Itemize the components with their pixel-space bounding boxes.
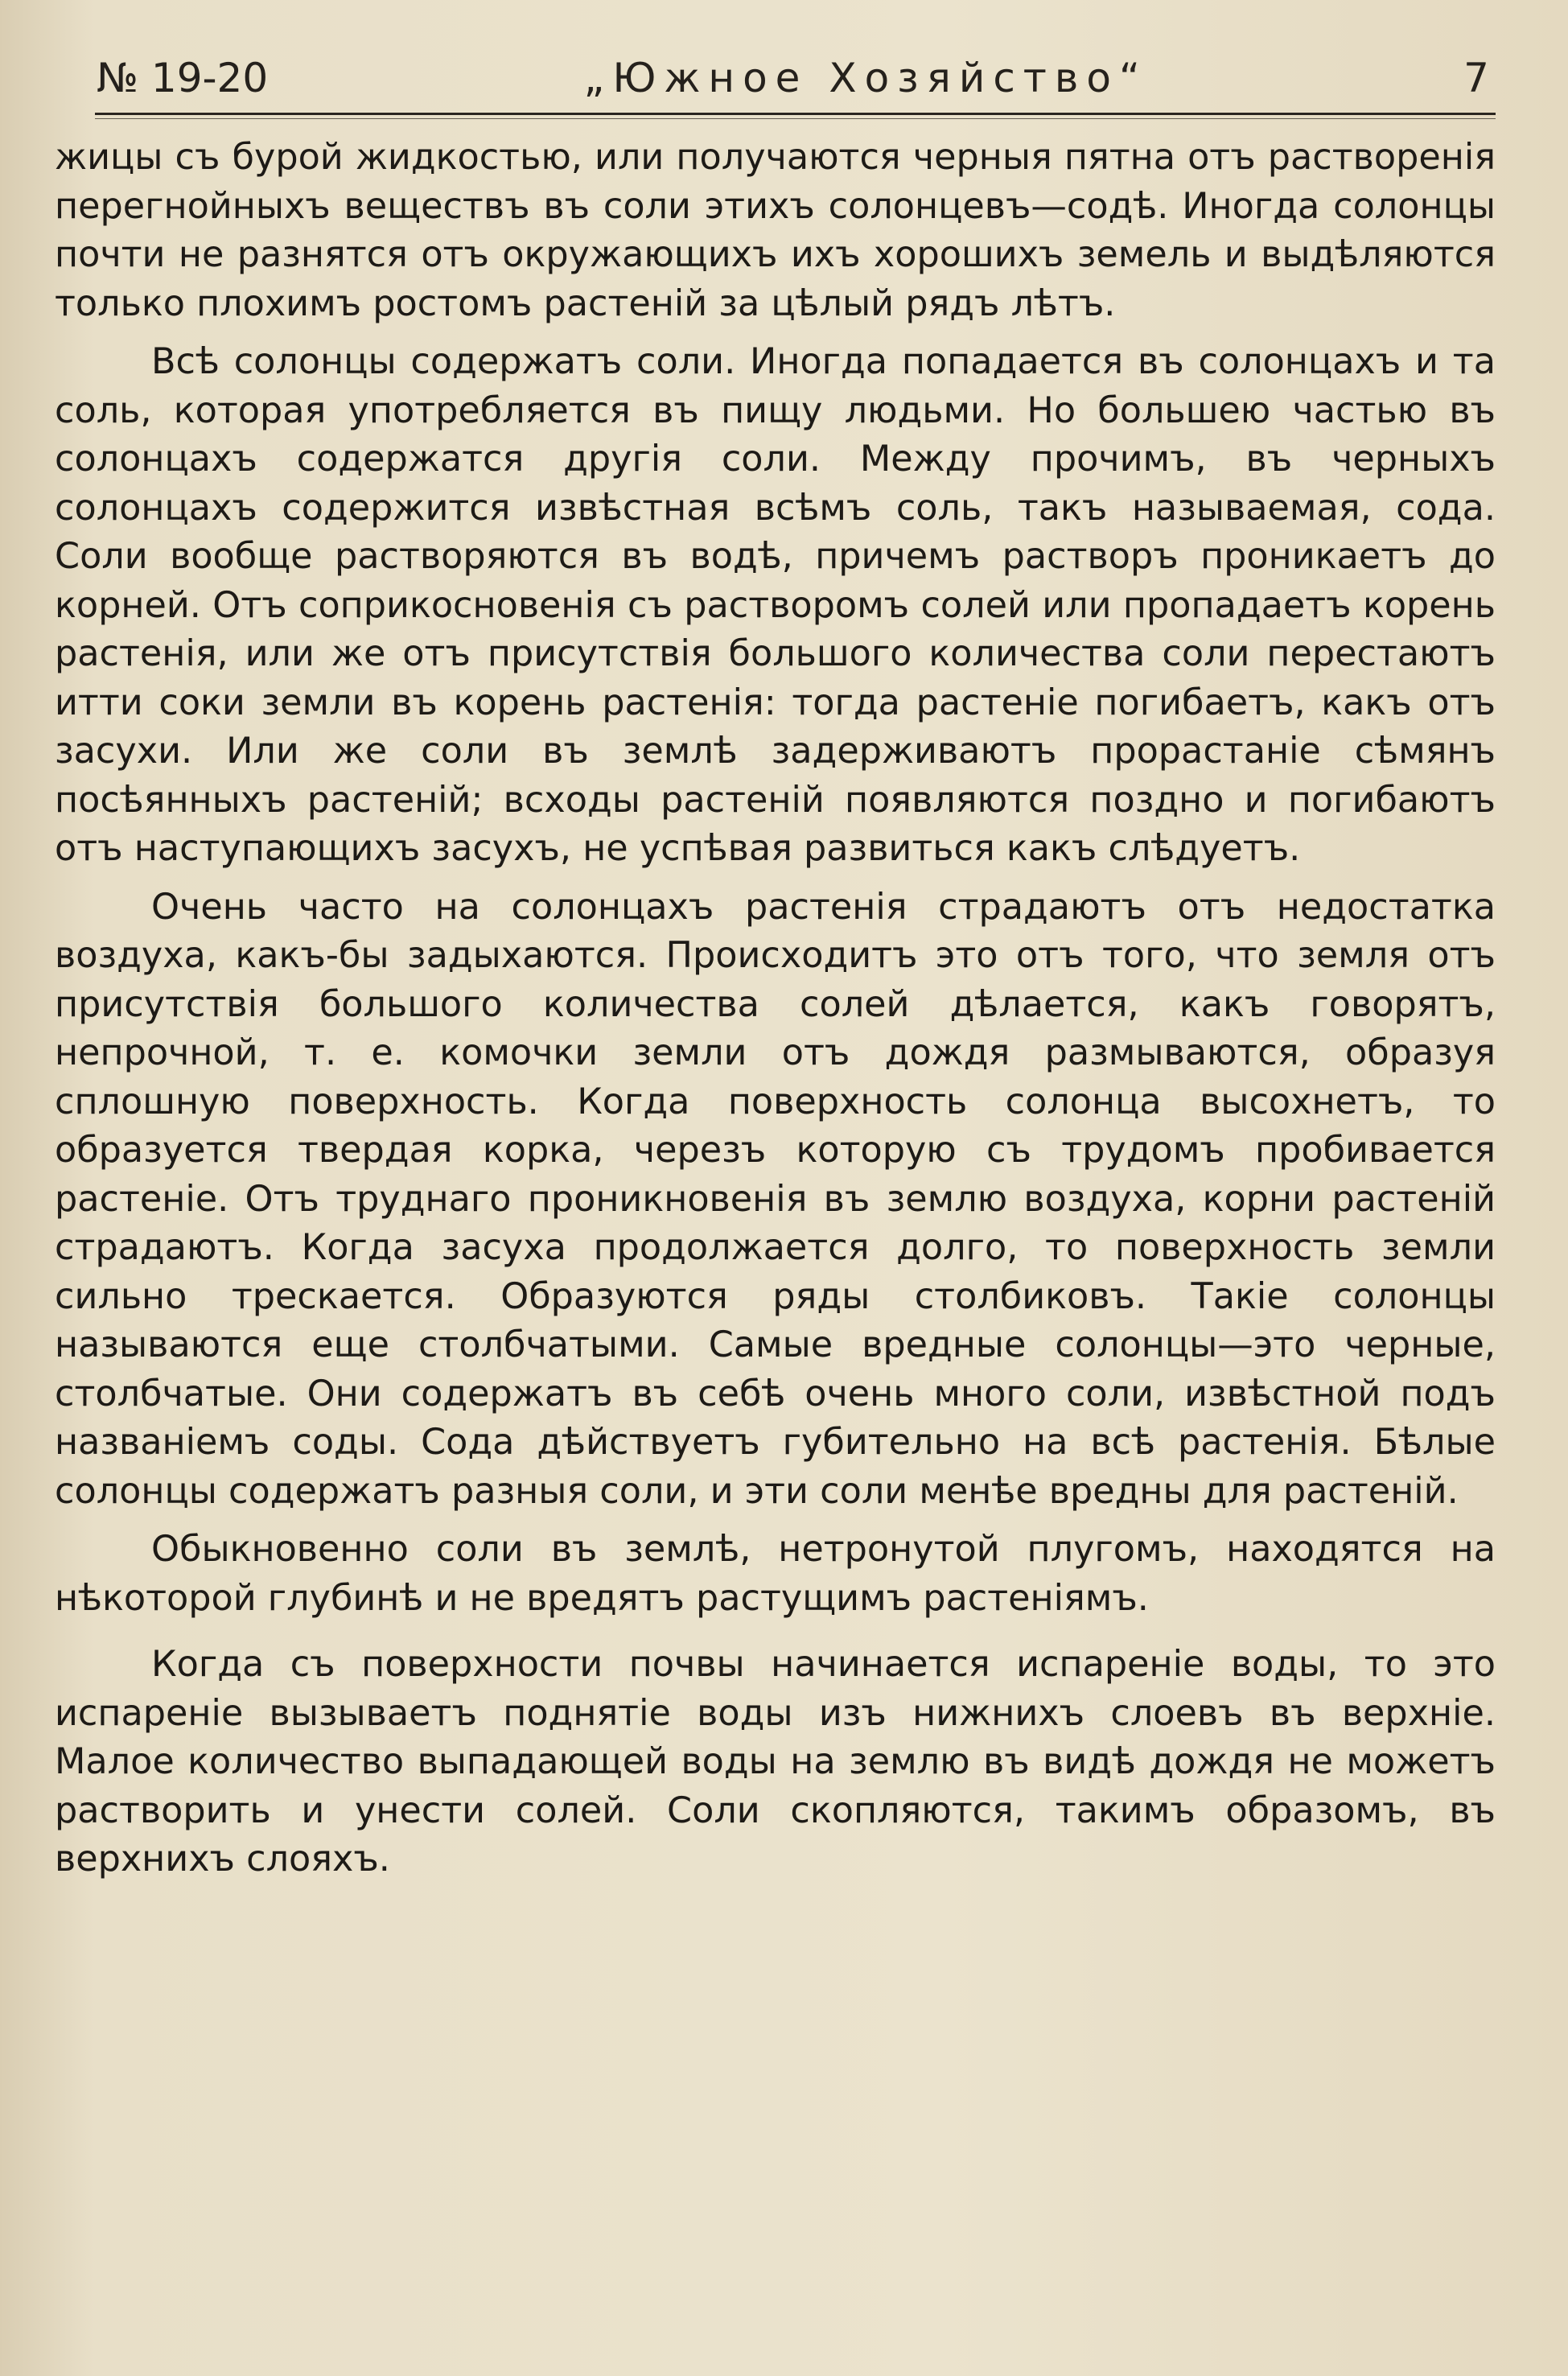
paragraph: Очень часто на солонцахъ растенія страдаютъ отъ недостатка воздуха, какъ-бы задыхаются. Происходитъ это отъ того, что земля отъ присутствія большого количества солей дѣлается, какъ говорятъ, непрочной, т. е. комочки земли отъ дождя размываются, образуя сплошную поверхность. Когда поверхность солонца высохнетъ, то образуется твердая корка, черезъ которую съ трудомъ пробивается растеніе. Отъ труднаго проникновенія въ землю воздуха, корни растеній страдаютъ. Когда засуха продолжается долго, то поверхность земли сильно трескается. Образуются ряды столбиковъ. Такіе солонцы называются еще столбчатыми. Самые вредные солонцы—это черные, столбчатые. Они содержатъ въ себѣ очень много соли, извѣстной подъ названіемъ соды. Сода дѣйствуетъ губительно на всѣ растенія. Бѣлые солонцы содержатъ разныя соли, и эти соли менѣе вредны для растеній. bbox=[55, 886, 1496, 1512]
paragraph-continued: жицы съ бурой жидкостью, или получаются черныя пятна отъ растворенія перегнойныхъ веществъ въ соли этихъ солонцевъ—содѣ. Иногда солонцы почти не разнятся отъ окружающихъ ихъ хорошихъ земель и выдѣляются только плохимъ ростомъ растеній за цѣлый рядъ лѣтъ. bbox=[55, 137, 1496, 324]
paragraph: Обыкновенно соли въ землѣ, нетронутой плугомъ, находятся на нѣкоторой глубинѣ и не вредятъ растущимъ растеніямъ. bbox=[55, 1529, 1496, 1619]
paragraph: Всѣ солонцы содержатъ соли. Иногда попадается въ солонцахъ и та соль, которая употребляется въ пищу людьми. Но большею частью въ солонцахъ содержатся другія соли. Между прочимъ, въ черныхъ солонцахъ содержится извѣстная всѣмъ соль, такъ называемая, сода. Соли вообще растворяются въ водѣ, причемъ растворъ проникаетъ до корней. Отъ соприкосновенія съ растворомъ солей или пропадаетъ корень растенія, или же отъ присутствія большого количества соли перестаютъ итти соки земли въ корень растенія: тогда растеніе погибаетъ, какъ отъ засухи. Или же соли въ землѣ задерживаютъ прорастаніе сѣмянъ посѣянныхъ растеній; всходы растеній появляются поздно и погибаютъ отъ наступающихъ засухъ, не успѣвая развиться какъ слѣдуетъ. bbox=[55, 341, 1496, 869]
issue-number: № 19-20 bbox=[97, 55, 269, 101]
body-text bbox=[55, 134, 1496, 1884]
paragraph: Когда съ поверхности почвы начинается испареніе воды, то это испареніе вызываетъ поднятіе воды изъ нижнихъ слоевъ въ верхніе. Малое количество выпадающей воды на землю въ видѣ дождя не можетъ растворить и унести солей. Соли скопляются, такимъ образомъ, въ верхнихъ слояхъ. bbox=[55, 1644, 1496, 1880]
header-rule-thin bbox=[95, 118, 1496, 119]
page-number: 7 bbox=[1463, 55, 1489, 101]
header-rule bbox=[95, 113, 1496, 115]
journal-title: „Южное Хозяйство“ bbox=[583, 55, 1148, 101]
running-header bbox=[55, 55, 1496, 108]
